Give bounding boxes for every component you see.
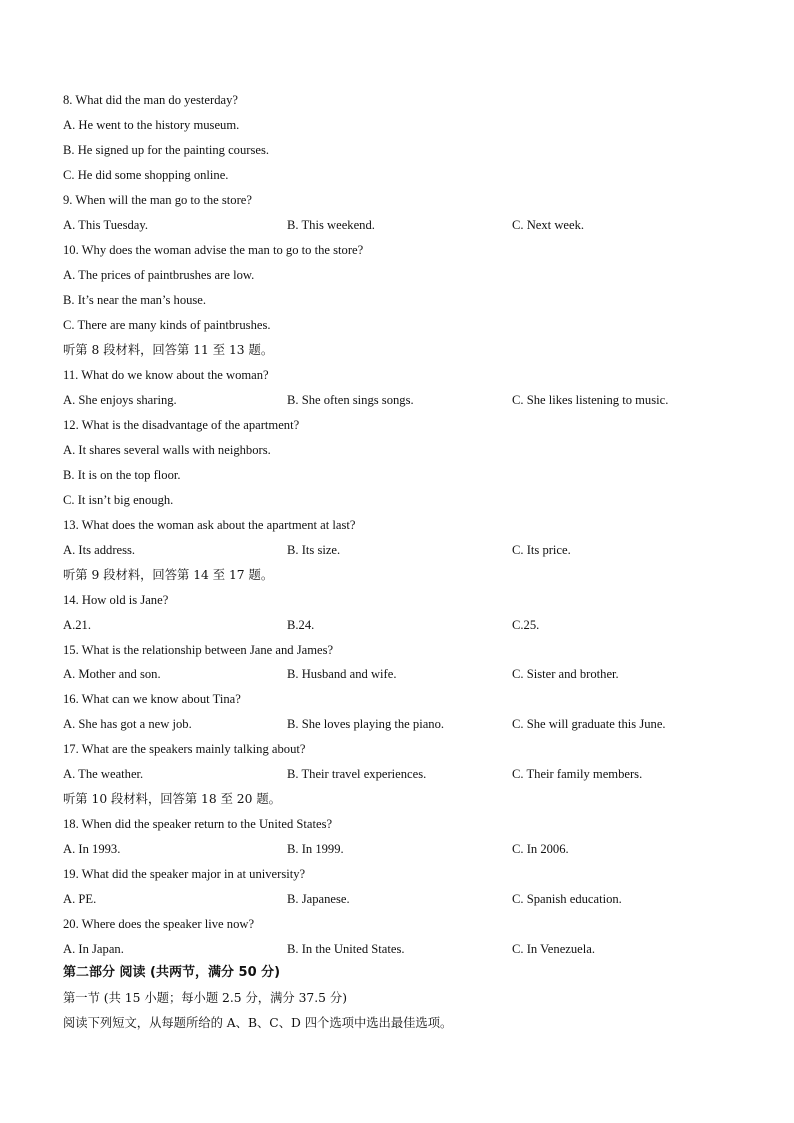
passage-10-heading: 听第 10 段材料，回答第 18 至 20 题。: [63, 792, 281, 806]
question-19-option-a: A. PE.: [63, 892, 97, 906]
question-9-stem: 9. When will the man go to the store?: [63, 193, 252, 207]
question-14-option-b: B.24.: [287, 618, 315, 632]
question-14-option-a: A.21.: [63, 618, 91, 632]
part-2-section-1-heading: 第一节 (共 15 小题；每小题 2.5 分，满分 37.5 分): [63, 991, 347, 1005]
question-8-option-b: B. He signed up for the painting courses.: [63, 143, 270, 157]
question-17-option-b: B. Their travel experiences.: [287, 767, 427, 781]
question-9-option-b: B. This weekend.: [287, 218, 375, 232]
question-15-option-b: B. Husband and wife.: [287, 667, 397, 681]
passage-8-heading: 听第 8 段材料，回答第 11 至 13 题。: [63, 343, 274, 357]
question-20-stem: 20. Where does the speaker live now?: [63, 917, 255, 931]
question-11-option-a: A. She enjoys sharing.: [63, 393, 177, 407]
question-12-option-b: B. It is on the top floor.: [63, 468, 181, 482]
question-16-stem: 16. What can we know about Tina?: [63, 692, 241, 706]
question-13-stem: 13. What does the woman ask about the apartment at last?: [63, 518, 356, 532]
question-19-option-c: C. Spanish education.: [512, 892, 622, 906]
question-11-option-b: B. She often sings songs.: [287, 393, 414, 407]
question-18-option-b: B. In 1999.: [287, 842, 344, 856]
question-18-stem: 18. When did the speaker return to the United States?: [63, 817, 333, 831]
question-20-option-c: C. In Venezuela.: [512, 942, 595, 956]
question-10-stem: 10. Why does the woman advise the man to go to the store?: [63, 243, 364, 257]
question-13-option-c: C. Its price.: [512, 543, 571, 557]
question-10-option-a: A. The prices of paintbrushes are low.: [63, 268, 255, 282]
question-8-option-c: C. He did some shopping online.: [63, 168, 229, 182]
question-17-option-a: A. The weather.: [63, 767, 144, 781]
question-11-option-c: C. She likes listening to music.: [512, 393, 669, 407]
question-17-stem: 17. What are the speakers mainly talking about?: [63, 742, 306, 756]
question-12-stem: 12. What is the disadvantage of the apartment?: [63, 418, 300, 432]
question-15-option-a: A. Mother and son.: [63, 667, 161, 681]
question-14-stem: 14. How old is Jane?: [63, 593, 169, 607]
question-10-option-b: B. It’s near the man’s house.: [63, 293, 207, 307]
question-17-option-c: C. Their family members.: [512, 767, 643, 781]
question-8-option-a: A. He went to the history museum.: [63, 118, 240, 132]
question-9-option-c: C. Next week.: [512, 218, 585, 232]
question-15-stem: 15. What is the relationship between Jane and James?: [63, 643, 334, 657]
question-16-option-a: A. She has got a new job.: [63, 717, 192, 731]
question-13-option-a: A. Its address.: [63, 543, 136, 557]
question-18-option-a: A. In 1993.: [63, 842, 121, 856]
part-2-title: 第二部分 阅读 (共两节，满分 50 分): [63, 965, 281, 980]
question-20-option-a: A. In Japan.: [63, 942, 124, 956]
question-16-option-b: B. She loves playing the piano.: [287, 717, 445, 731]
question-14-option-c: C.25.: [512, 618, 540, 632]
passage-9-heading: 听第 9 段材料，回答第 14 至 17 题。: [63, 568, 274, 582]
question-19-option-b: B. Japanese.: [287, 892, 350, 906]
question-9-option-a: A. This Tuesday.: [63, 218, 149, 232]
question-15-option-c: C. Sister and brother.: [512, 667, 619, 681]
question-19-stem: 19. What did the speaker major in at university?: [63, 867, 306, 881]
question-10-option-c: C. There are many kinds of paintbrushes.: [63, 318, 271, 332]
question-18-option-c: C. In 2006.: [512, 842, 569, 856]
part-2-instruction: 阅读下列短文，从每题所给的 A、B、C、D 四个选项中选出最佳选项。: [63, 1016, 453, 1030]
question-11-stem: 11. What do we know about the woman?: [63, 368, 269, 382]
question-20-option-b: B. In the United States.: [287, 942, 405, 956]
question-8-stem: 8. What did the man do yesterday?: [63, 93, 238, 107]
question-16-option-c: C. She will graduate this June.: [512, 717, 666, 731]
question-13-option-b: B. Its size.: [287, 543, 341, 557]
question-12-option-a: A. It shares several walls with neighbors.: [63, 443, 271, 457]
question-12-option-c: C. It isn’t big enough.: [63, 493, 174, 507]
